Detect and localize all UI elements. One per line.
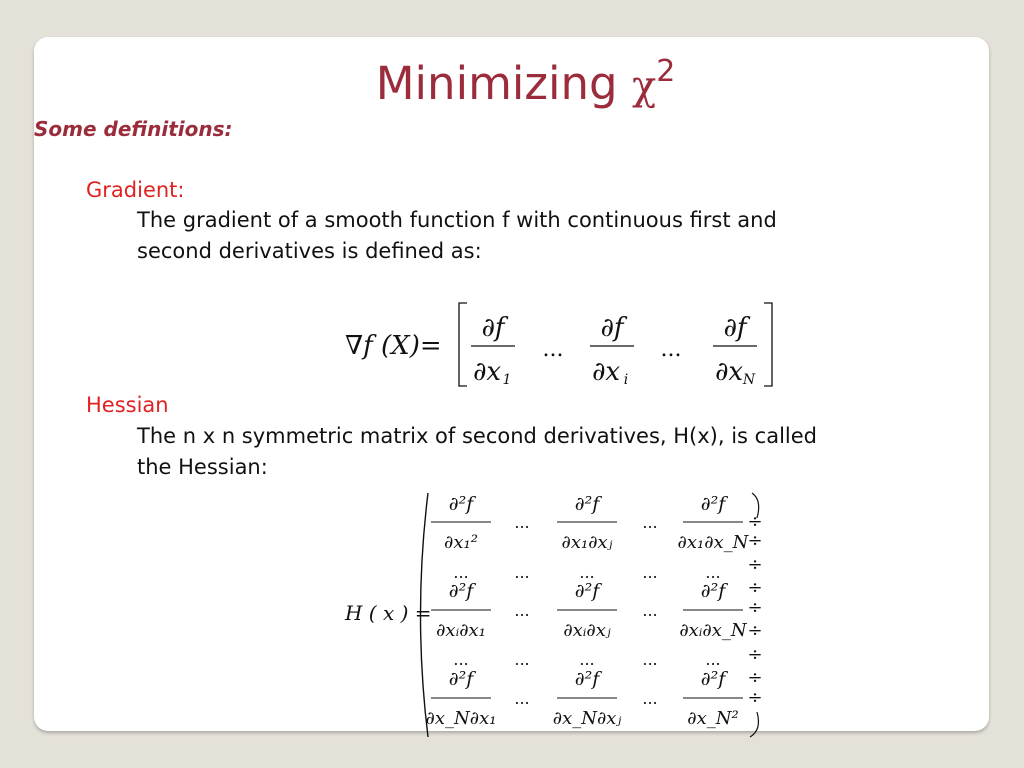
- paren-divider-glyph: ÷: [747, 530, 763, 551]
- hessian-denominator: ∂x₁∂xⱼ: [561, 532, 613, 553]
- matrix-ellipsis: ...: [579, 650, 595, 669]
- hessian-numerator: ∂²f: [448, 493, 474, 515]
- paren-divider-glyph: ÷: [747, 620, 763, 641]
- hessian-numerator: ∂²f: [574, 493, 600, 515]
- hessian-numerator: ∂²f: [448, 580, 474, 602]
- partial-numerator: ∂f: [481, 313, 505, 343]
- matrix-ellipsis: ...: [453, 563, 469, 582]
- matrix-ellipsis: ...: [642, 689, 658, 708]
- hessian-lhs: H ( x ) =: [345, 601, 432, 625]
- paren-divider-glyph: ÷: [747, 577, 763, 598]
- paren-divider-glyph: ÷: [747, 687, 763, 708]
- hessian-heading: Hessian: [86, 393, 169, 417]
- hessian-numerator: ∂²f: [448, 668, 474, 690]
- paren-divider-glyph: ÷: [747, 511, 763, 532]
- gradient-line: second derivatives is defined as:: [137, 239, 482, 263]
- title-superscript: 2: [656, 54, 676, 89]
- matrix-ellipsis: ...: [579, 563, 595, 582]
- paren-divider-glyph: ÷: [747, 597, 763, 618]
- matrix-ellipsis: ...: [642, 650, 658, 669]
- partial-numerator: ∂f: [723, 313, 747, 343]
- hessian-line: the Hessian:: [137, 455, 268, 479]
- ellipsis: ...: [660, 337, 682, 362]
- matrix-ellipsis: ...: [705, 563, 721, 582]
- hessian-denominator: ∂xᵢ∂x_N: [679, 620, 747, 641]
- partial-numerator: ∂f: [600, 313, 624, 343]
- ellipsis: ...: [542, 337, 564, 362]
- gradient-heading: Gradient:: [86, 178, 185, 202]
- hessian-line: The n x n symmetric matrix of second derivatives, H(x), is called: [137, 424, 818, 448]
- partial-denominator: ∂x: [714, 357, 744, 387]
- hessian-numerator: ∂²f: [700, 580, 726, 602]
- title-text: Minimizing: [375, 57, 618, 110]
- partial-denominator: ∂x: [591, 357, 621, 387]
- right-paren-bottom: [750, 712, 758, 737]
- matrix-ellipsis: ...: [514, 513, 530, 532]
- gradient-lhs: ∇f (X)=: [345, 331, 442, 361]
- hessian-numerator: ∂²f: [574, 580, 600, 602]
- matrix-ellipsis: ...: [514, 601, 530, 620]
- hessian-denominator: ∂x_N∂x₁: [425, 708, 497, 729]
- hessian-numerator: ∂²f: [700, 668, 726, 690]
- subtitle: Some definitions:: [34, 117, 233, 141]
- matrix-ellipsis: ...: [514, 689, 530, 708]
- hessian-numerator: ∂²f: [574, 668, 600, 690]
- partial-subscript: N: [742, 372, 756, 388]
- paren-divider-glyph: ÷: [747, 554, 763, 575]
- matrix-ellipsis: ...: [514, 563, 530, 582]
- matrix-ellipsis: ...: [642, 513, 658, 532]
- hessian-denominator: ∂x₁²: [444, 532, 478, 553]
- hessian-denominator: ∂xᵢ∂xⱼ: [563, 620, 611, 641]
- partial-subscript: 1: [502, 372, 512, 388]
- gradient-line: The gradient of a smooth function f with continuous first and: [137, 208, 777, 232]
- hessian-denominator: ∂xᵢ∂x₁: [436, 620, 486, 641]
- hessian-denominator: ∂x₁∂x_N: [677, 532, 749, 553]
- partial-subscript: i: [623, 372, 629, 388]
- paren-divider-glyph: ÷: [747, 644, 763, 665]
- matrix-ellipsis: ...: [642, 601, 658, 620]
- paren-divider-glyph: ÷: [747, 667, 763, 688]
- partial-denominator: ∂x: [472, 357, 502, 387]
- hessian-numerator: ∂²f: [700, 493, 726, 515]
- matrix-ellipsis: ...: [514, 650, 530, 669]
- hessian-denominator: ∂x_N²: [687, 708, 739, 729]
- matrix-ellipsis: ...: [705, 650, 721, 669]
- hessian-denominator: ∂x_N∂xⱼ: [552, 708, 622, 729]
- chi-symbol: χ: [631, 63, 657, 109]
- matrix-ellipsis: ...: [453, 650, 469, 669]
- matrix-ellipsis: ...: [642, 563, 658, 582]
